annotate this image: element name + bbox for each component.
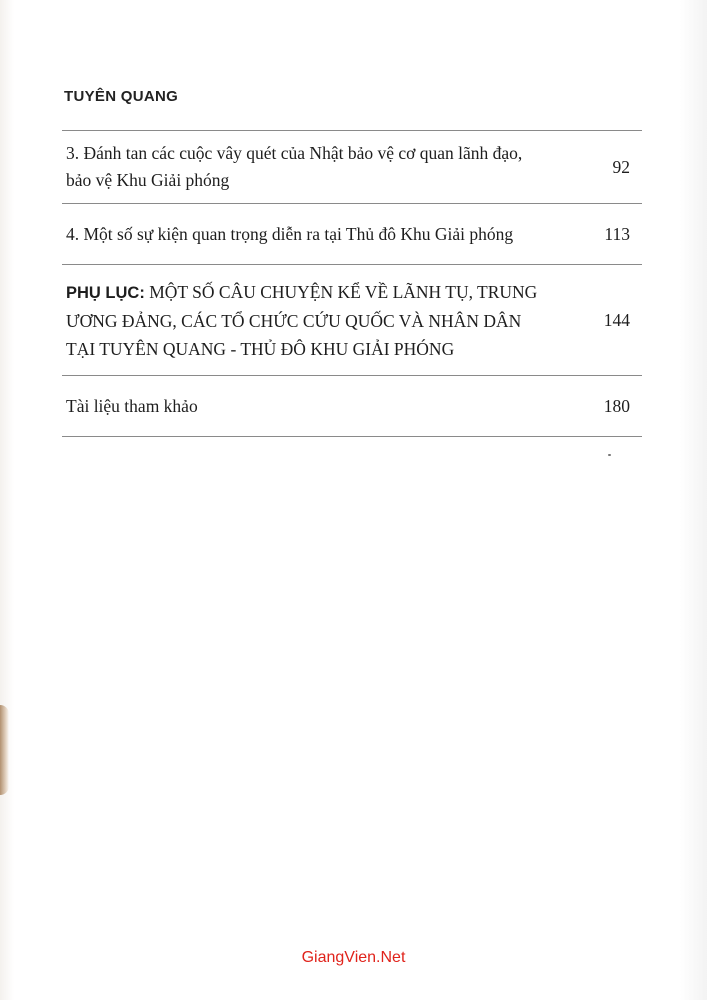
toc-entry-line: bảo vệ Khu Giải phóng — [66, 170, 230, 190]
toc-entry-appendix — [62, 265, 642, 375]
watermark: GiangVien.Net — [301, 949, 406, 966]
toc-entry-page-number: 144 — [603, 309, 630, 330]
toc-entry-line: TẠI TUYÊN QUANG - THỦ ĐÔ KHU GIẢI PHÓNG — [66, 338, 455, 359]
page-edge-shadow — [0, 705, 9, 795]
table-of-contents — [62, 130, 642, 437]
toc-entry-section-4 — [62, 204, 642, 264]
toc-entry-line: Tài liệu tham khảo — [66, 395, 198, 416]
divider — [62, 436, 642, 437]
toc-entry-section-3 — [62, 131, 642, 203]
toc-entry-line: ƯƠNG ĐẢNG, CÁC TỔ CHỨC CỨU QUỐC VÀ NHÂN DÂN — [66, 310, 522, 331]
toc-entry-title — [62, 393, 586, 420]
speck — [608, 454, 611, 456]
toc-entry-title — [62, 278, 586, 363]
toc-entry-line: MỘT SỐ CÂU CHUYỆN KỂ VỀ LÃNH TỤ, TRUNG — [144, 281, 538, 302]
toc-entry-references — [62, 376, 642, 436]
toc-entry-line: 3. Đánh tan các cuộc vây quét của Nhật bảo vệ cơ quan lãnh đạo, — [66, 143, 523, 163]
toc-entry-line: 4. Một số sự kiện quan trọng diễn ra tại Thủ đô Khu Giải phóng — [66, 223, 514, 244]
toc-entry-title — [62, 140, 586, 194]
toc-entry-title — [62, 221, 586, 248]
toc-entry-page-number: 92 — [612, 156, 630, 177]
toc-entry-page-number: 180 — [603, 395, 630, 416]
running-head: TUYÊN QUANG — [64, 88, 179, 105]
appendix-label: PHỤ LỤC: — [66, 283, 145, 302]
toc-entry-page-number: 113 — [604, 223, 630, 244]
